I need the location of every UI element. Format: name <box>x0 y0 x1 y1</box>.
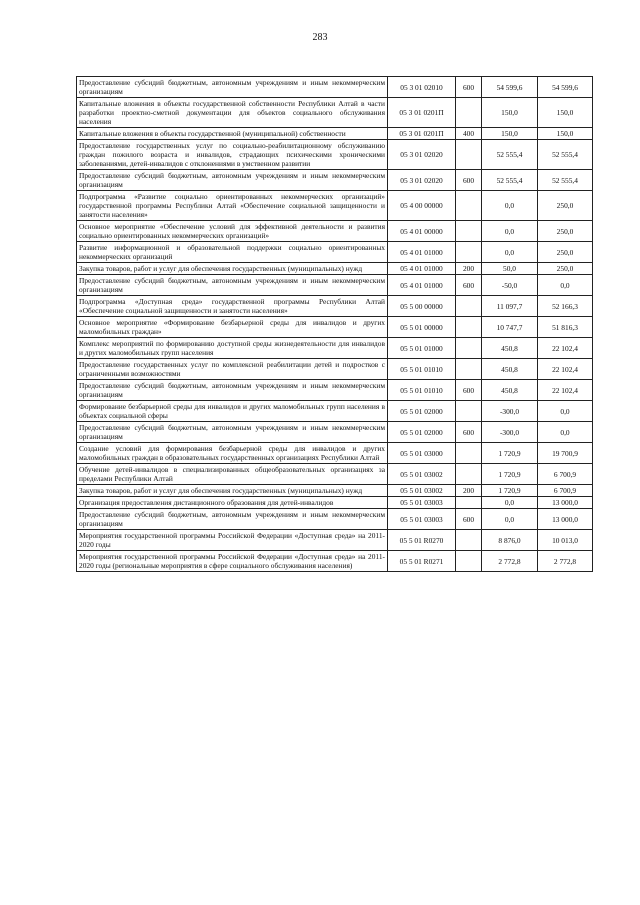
row-name-cell: Создание условий для формирования безбарьерной среды для инвалидов и других маломобильных граждан в образовательных государственных организациях Республики Алтай <box>77 443 388 464</box>
row-sum1-cell: 11 097,7 <box>482 296 538 317</box>
table-row <box>77 296 593 317</box>
row-code-cell: 05 5 01 R0271 <box>388 551 456 572</box>
table-row <box>77 77 593 98</box>
row-type-cell <box>456 551 482 572</box>
row-sum2-cell: 250,0 <box>538 221 593 242</box>
row-name-cell: Основное мероприятие «Формирование безбарьерной среды для инвалидов и других маломобильных граждан» <box>77 317 388 338</box>
row-name-cell: Закупка товаров, работ и услуг для обеспечения государственных (муниципальных) нужд <box>77 485 388 497</box>
row-type-cell <box>456 221 482 242</box>
table-row <box>77 464 593 485</box>
row-type-cell: 200 <box>456 263 482 275</box>
row-type-cell <box>456 443 482 464</box>
row-type-cell: 600 <box>456 170 482 191</box>
row-code-cell: 05 4 01 00000 <box>388 221 456 242</box>
row-sum1-cell: 52 555,4 <box>482 170 538 191</box>
row-name-cell: Предоставление субсидий бюджетным, автономным учреждениям и иным некоммерческим организациям <box>77 275 388 296</box>
row-sum1-cell: 2 772,8 <box>482 551 538 572</box>
row-name-cell: Подпрограмма «Доступная среда» государственной программы Республики Алтай «Обеспечение социальной защищенности и занятости населения» <box>77 296 388 317</box>
row-code-cell: 05 5 01 03000 <box>388 443 456 464</box>
row-type-cell <box>456 338 482 359</box>
row-type-cell <box>456 317 482 338</box>
row-code-cell: 05 5 01 R0270 <box>388 530 456 551</box>
row-sum2-cell: 13 000,0 <box>538 509 593 530</box>
row-sum2-cell: 52 555,4 <box>538 140 593 170</box>
row-sum2-cell: 250,0 <box>538 191 593 221</box>
row-code-cell: 05 5 01 03002 <box>388 485 456 497</box>
row-code-cell: 05 5 00 00000 <box>388 296 456 317</box>
row-code-cell: 05 4 01 01000 <box>388 242 456 263</box>
row-sum2-cell: 150,0 <box>538 98 593 128</box>
row-sum1-cell: 450,8 <box>482 380 538 401</box>
row-type-cell: 600 <box>456 275 482 296</box>
table-row <box>77 140 593 170</box>
row-name-cell: Мероприятия государственной программы Российской Федерации «Доступная среда» на 2011-2020 годы <box>77 530 388 551</box>
row-code-cell: 05 3 01 02020 <box>388 170 456 191</box>
table-row <box>77 359 593 380</box>
row-sum1-cell: 1 720,9 <box>482 485 538 497</box>
row-type-cell: 600 <box>456 509 482 530</box>
row-name-cell: Основное мероприятие «Обеспечение условий для эффективной деятельности и развития социально ориентированных некоммерческих организаций» <box>77 221 388 242</box>
table-row <box>77 275 593 296</box>
row-code-cell: 05 5 01 02000 <box>388 422 456 443</box>
row-code-cell: 05 5 01 03003 <box>388 509 456 530</box>
row-type-cell: 600 <box>456 77 482 98</box>
row-name-cell: Обучение детей-инвалидов в специализированных общеобразовательных организациях за пределами Республики Алтай <box>77 464 388 485</box>
row-code-cell: 05 3 01 0201П <box>388 128 456 140</box>
row-name-cell: Подпрограмма «Развитие социально ориентированных некоммерческих организаций» государственной программы Республики Алтай «Обеспечение социальной защищенности и занятости населения» <box>77 191 388 221</box>
table-row <box>77 551 593 572</box>
row-code-cell: 05 4 01 01000 <box>388 263 456 275</box>
table-row <box>77 263 593 275</box>
row-sum1-cell: -50,0 <box>482 275 538 296</box>
row-sum1-cell: 0,0 <box>482 509 538 530</box>
row-sum2-cell: 10 013,0 <box>538 530 593 551</box>
row-sum1-cell: 52 555,4 <box>482 140 538 170</box>
row-type-cell: 200 <box>456 485 482 497</box>
row-code-cell: 05 3 01 02010 <box>388 77 456 98</box>
row-sum2-cell: 22 102,4 <box>538 380 593 401</box>
row-sum2-cell: 54 599,6 <box>538 77 593 98</box>
row-sum1-cell: 1 720,9 <box>482 464 538 485</box>
row-type-cell <box>456 296 482 317</box>
table-row <box>77 509 593 530</box>
row-sum2-cell: 6 700,9 <box>538 464 593 485</box>
row-code-cell: 05 5 01 01010 <box>388 359 456 380</box>
row-sum2-cell: 6 700,9 <box>538 485 593 497</box>
row-code-cell: 05 4 01 01000 <box>388 275 456 296</box>
table-row <box>77 317 593 338</box>
row-sum1-cell: 450,8 <box>482 338 538 359</box>
row-type-cell <box>456 140 482 170</box>
row-code-cell: 05 5 01 03003 <box>388 497 456 509</box>
row-sum2-cell: 52 166,3 <box>538 296 593 317</box>
row-name-cell: Предоставление государственных услуг по комплексной реабилитации детей и подростков с ограниченными возможностями <box>77 359 388 380</box>
budget-table-body <box>77 77 593 572</box>
row-sum2-cell: 0,0 <box>538 275 593 296</box>
row-code-cell: 05 4 00 00000 <box>388 191 456 221</box>
row-name-cell: Организация предоставления дистанционного образования для детей-инвалидов <box>77 497 388 509</box>
row-sum1-cell: 0,0 <box>482 191 538 221</box>
row-code-cell: 05 5 01 03002 <box>388 464 456 485</box>
table-row <box>77 128 593 140</box>
row-code-cell: 05 3 01 02020 <box>388 140 456 170</box>
table-row <box>77 401 593 422</box>
row-sum1-cell: -300,0 <box>482 401 538 422</box>
table-row <box>77 485 593 497</box>
row-name-cell: Закупка товаров, работ и услуг для обеспечения государственных (муниципальных) нужд <box>77 263 388 275</box>
row-name-cell: Предоставление субсидий бюджетным, автономным учреждениям и иным некоммерческим организациям <box>77 380 388 401</box>
row-name-cell: Капитальные вложения в объекты государственной (муниципальной) собственности <box>77 128 388 140</box>
budget-table <box>76 76 593 572</box>
table-row <box>77 422 593 443</box>
row-code-cell: 05 5 01 01010 <box>388 380 456 401</box>
row-name-cell: Предоставление субсидий бюджетным, автономным учреждениям и иным некоммерческим организациям <box>77 509 388 530</box>
table-row <box>77 242 593 263</box>
page-number: 283 <box>312 32 328 43</box>
row-sum2-cell: 52 555,4 <box>538 170 593 191</box>
row-sum2-cell: 51 816,3 <box>538 317 593 338</box>
row-sum2-cell: 0,0 <box>538 401 593 422</box>
row-sum1-cell: -300,0 <box>482 422 538 443</box>
row-sum2-cell: 250,0 <box>538 242 593 263</box>
row-type-cell: 600 <box>456 422 482 443</box>
row-sum2-cell: 2 772,8 <box>538 551 593 572</box>
row-type-cell <box>456 191 482 221</box>
row-sum2-cell: 0,0 <box>538 422 593 443</box>
row-type-cell: 600 <box>456 380 482 401</box>
row-name-cell: Капитальные вложения в объекты государственной собственности Республики Алтай в части разработки проектно-сметной документации для объектов социального обслуживания населения <box>77 98 388 128</box>
row-sum2-cell: 22 102,4 <box>538 338 593 359</box>
table-row <box>77 497 593 509</box>
row-sum1-cell: 0,0 <box>482 242 538 263</box>
row-sum2-cell: 250,0 <box>538 263 593 275</box>
row-sum1-cell: 0,0 <box>482 497 538 509</box>
row-type-cell <box>456 401 482 422</box>
row-code-cell: 05 3 01 0201П <box>388 98 456 128</box>
row-code-cell: 05 5 01 01000 <box>388 338 456 359</box>
table-row <box>77 98 593 128</box>
row-name-cell: Предоставление субсидий бюджетным, автономным учреждениям и иным некоммерческим организациям <box>77 422 388 443</box>
row-type-cell <box>456 242 482 263</box>
row-name-cell: Предоставление субсидий бюджетным, автономным учреждениям и иным некоммерческим организациям <box>77 170 388 191</box>
row-sum1-cell: 54 599,6 <box>482 77 538 98</box>
row-sum2-cell: 22 102,4 <box>538 359 593 380</box>
row-sum1-cell: 10 747,7 <box>482 317 538 338</box>
row-sum1-cell: 1 720,9 <box>482 443 538 464</box>
table-row <box>77 170 593 191</box>
table-row <box>77 191 593 221</box>
row-sum2-cell: 19 700,9 <box>538 443 593 464</box>
row-sum1-cell: 0,0 <box>482 221 538 242</box>
table-row <box>77 221 593 242</box>
row-sum1-cell: 450,8 <box>482 359 538 380</box>
row-type-cell <box>456 530 482 551</box>
row-code-cell: 05 5 01 02000 <box>388 401 456 422</box>
table-row <box>77 338 593 359</box>
row-name-cell: Мероприятия государственной программы Российской Федерации «Доступная среда» на 2011-2020 годы (региональные мероприятия в сфере социального обслуживания населения) <box>77 551 388 572</box>
row-type-cell <box>456 464 482 485</box>
row-name-cell: Комплекс мероприятий по формированию доступной среды жизнедеятельности для инвалидов и других маломобильных групп населения <box>77 338 388 359</box>
row-code-cell: 05 5 01 00000 <box>388 317 456 338</box>
row-name-cell: Формирование безбарьерной среды для инвалидов и других маломобильных групп населения в объектах социальной сферы <box>77 401 388 422</box>
row-sum2-cell: 13 000,0 <box>538 497 593 509</box>
row-name-cell: Развитие информационной и образовательной поддержки социально ориентированных некоммерческих организаций <box>77 242 388 263</box>
row-type-cell <box>456 497 482 509</box>
row-type-cell <box>456 359 482 380</box>
row-sum2-cell: 150,0 <box>538 128 593 140</box>
row-sum1-cell: 50,0 <box>482 263 538 275</box>
row-name-cell: Предоставление субсидий бюджетным, автономным учреждениям и иным некоммерческим организациям <box>77 77 388 98</box>
row-type-cell: 400 <box>456 128 482 140</box>
row-name-cell: Предоставление государственных услуг по социально-реабилитационному обслуживанию граждан пожилого возраста и инвалидов, страдающих психическими хроническими заболеваниями, детей-инвалидов с отклонениями в умственном развитии <box>77 140 388 170</box>
table-row <box>77 443 593 464</box>
row-sum1-cell: 8 876,0 <box>482 530 538 551</box>
row-sum1-cell: 150,0 <box>482 128 538 140</box>
row-sum1-cell: 150,0 <box>482 98 538 128</box>
table-row <box>77 530 593 551</box>
table-row <box>77 380 593 401</box>
row-type-cell <box>456 98 482 128</box>
